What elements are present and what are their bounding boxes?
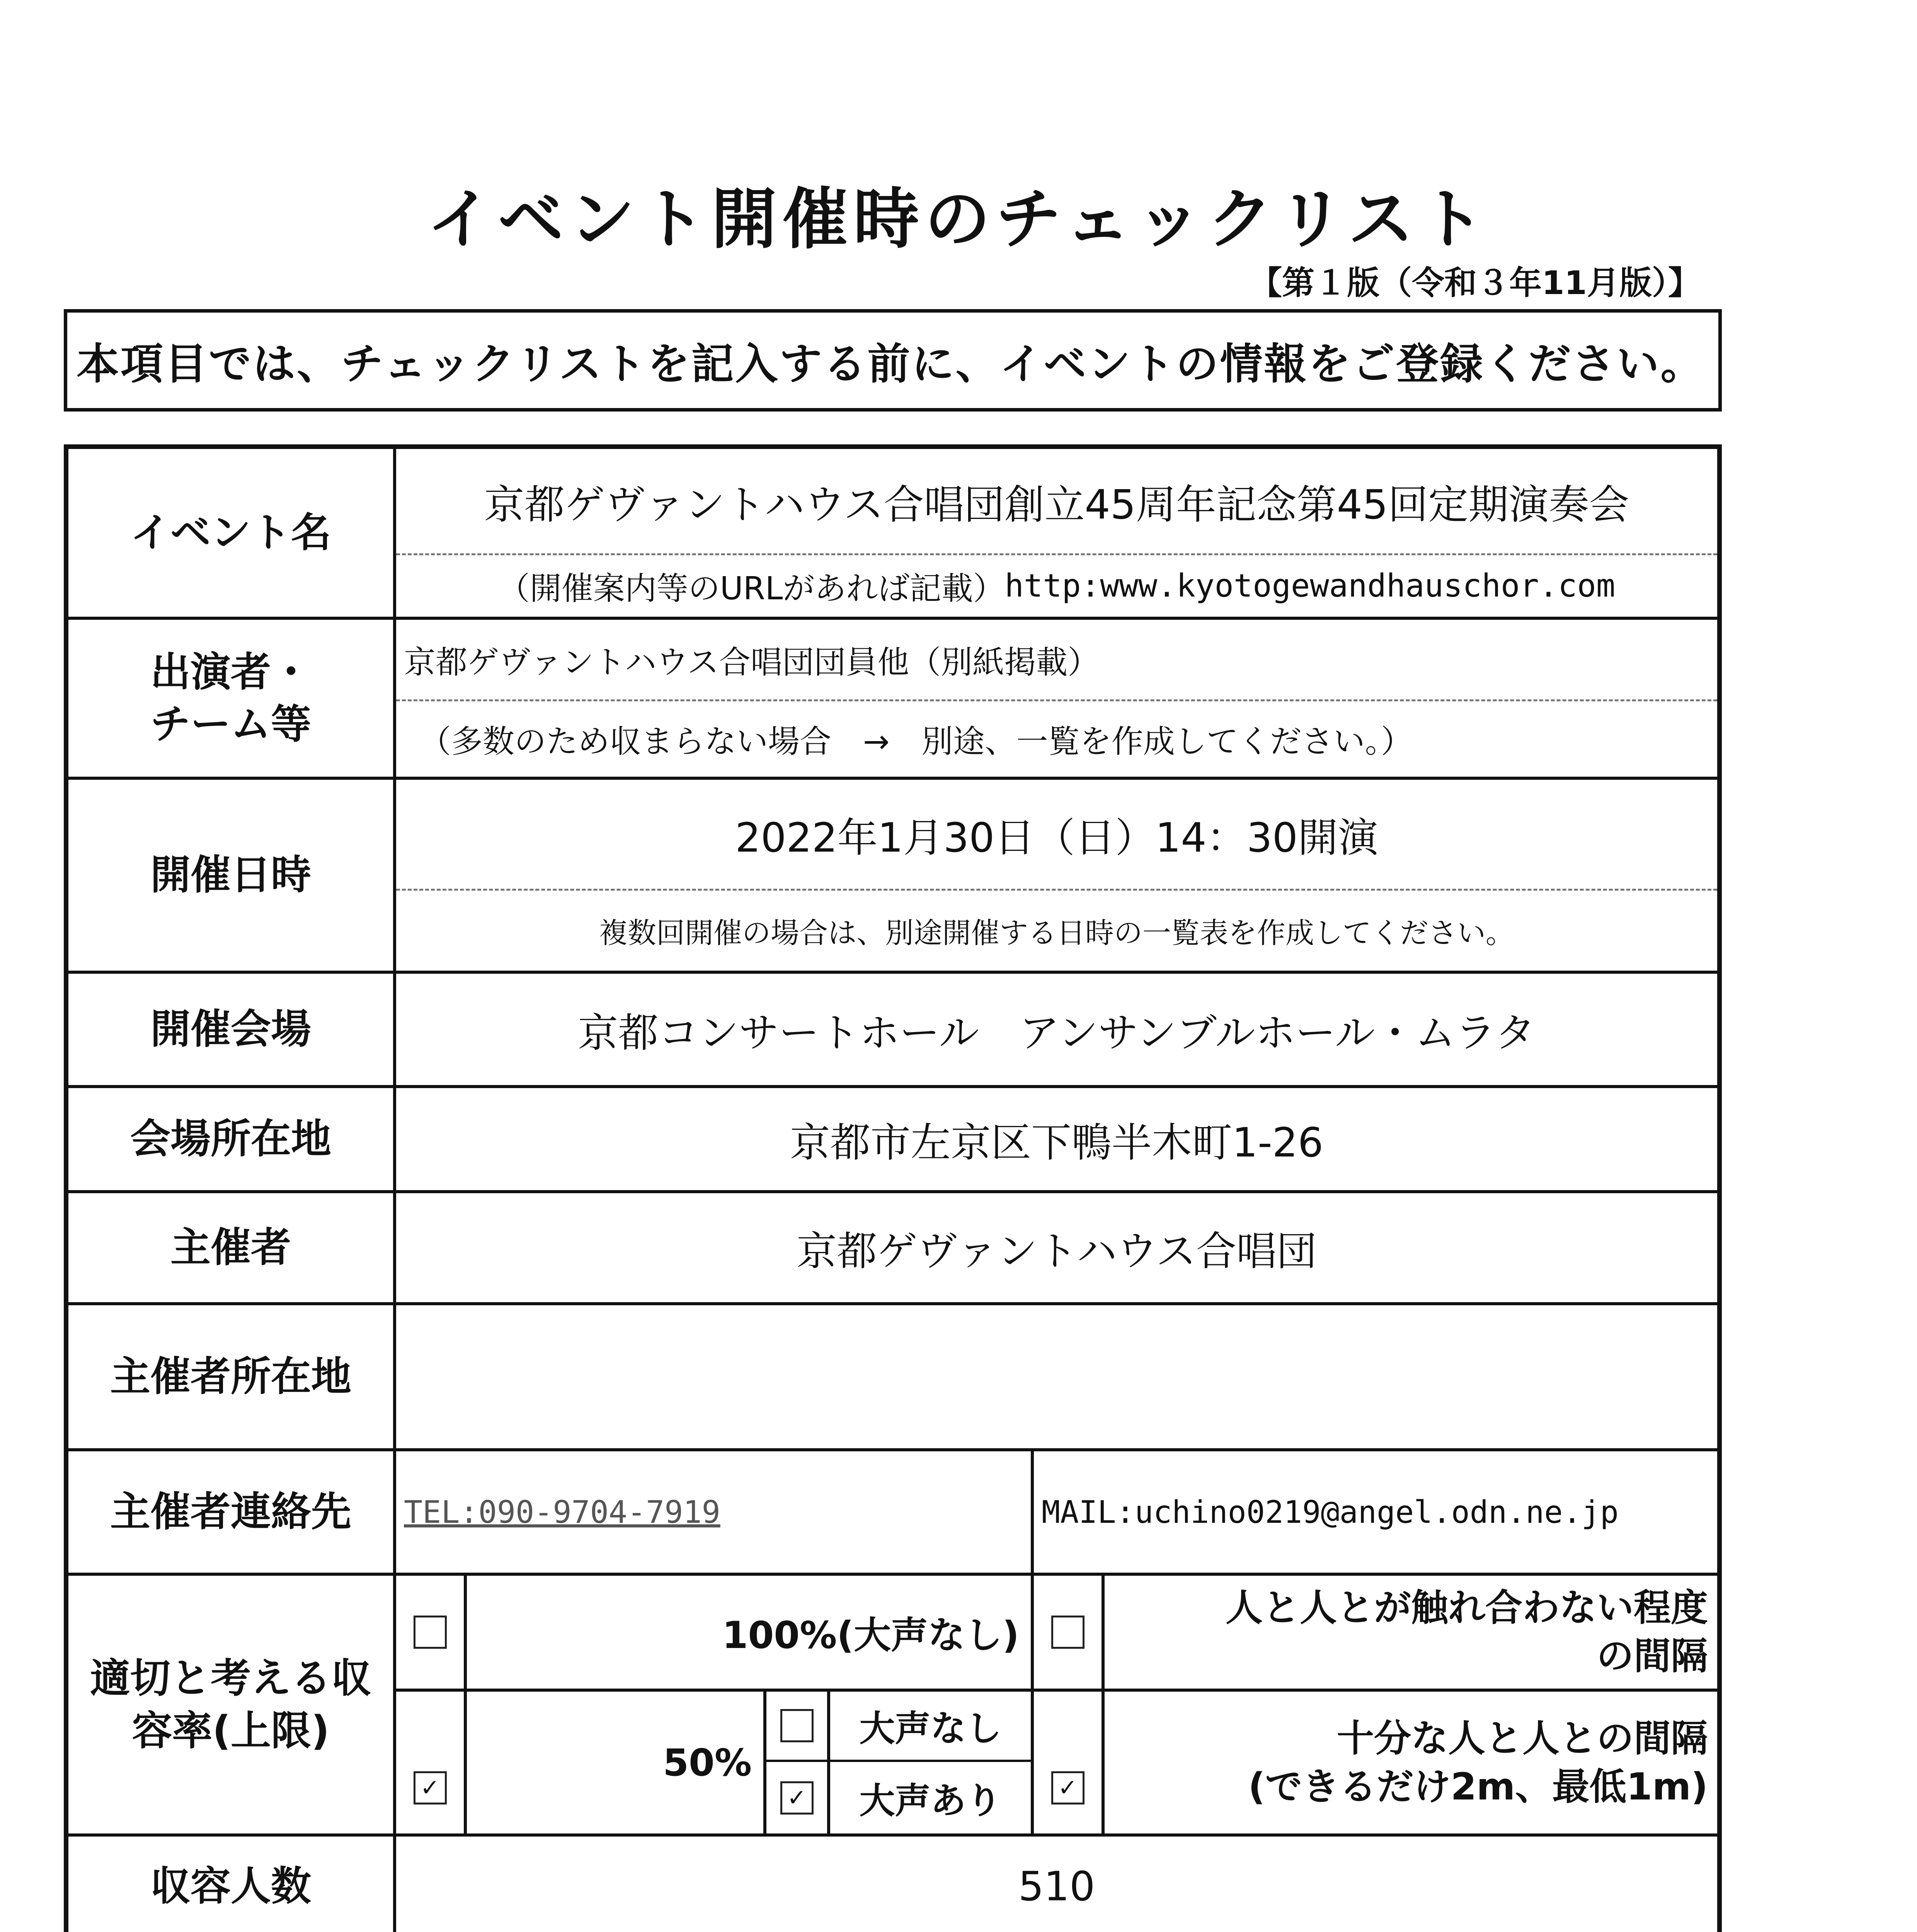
- event-url-note: （開催案内等のURLがあれば記載）: [498, 570, 1005, 607]
- capacity-value[interactable]: 510: [1018, 1862, 1095, 1910]
- edition-label: 【第１版（令和３年11月版）】: [1250, 264, 1701, 302]
- row-divider: [64, 1085, 1722, 1088]
- row-divider: [64, 1302, 1722, 1305]
- performers-label: [68, 620, 393, 777]
- spacing-minimal-line1: 人と人とが触れ合わない程度: [1226, 1586, 1708, 1630]
- registration-notice: 本項目では、チェックリストを記入する前に、イベントの情報をご登録ください。: [64, 309, 1722, 412]
- venue-address-label: 会場所在地: [130, 1115, 331, 1163]
- datetime-note: 複数回開催の場合は、別途開催する日時の一覧表を作成してください。: [599, 916, 1514, 950]
- with-shouting-label: 大声あり: [859, 1780, 1002, 1821]
- no-shouting-label: 大声なし: [859, 1708, 1002, 1749]
- venue-label: 開催会場: [150, 1005, 311, 1053]
- event-url[interactable]: http:www.kyotogewandhauschor.com: [1004, 568, 1616, 604]
- organizer-contact-label: 主催者連絡先: [110, 1488, 351, 1536]
- capacity-rate-label-line2: 容率(上限): [132, 1707, 330, 1754]
- contact-divider: [1031, 1448, 1034, 1573]
- with-shouting-checkbox[interactable]: ✓: [780, 1781, 814, 1815]
- no-shouting-checkbox-cell: [766, 1692, 827, 1760]
- performers-label-line2: チーム等: [150, 701, 311, 748]
- datetime-value[interactable]: 2022年1月30日（日）14：30開演: [735, 814, 1378, 861]
- option-50-checkbox-cell: [396, 1692, 464, 1833]
- with-shouting-checkbox-cell: [766, 1762, 827, 1833]
- organizer-mail[interactable]: MAIL:uchino0219@angel.odn.ne.jp: [1042, 1494, 1619, 1530]
- row-divider: [64, 1833, 1722, 1837]
- organizer-address-label: 主催者所在地: [110, 1353, 351, 1400]
- organizer-value[interactable]: 京都ゲヴァントハウス合唱団: [797, 1228, 1317, 1275]
- option-100-label: 100%(大声なし): [722, 1613, 1019, 1657]
- page-title: イベント開催時のチェックリスト: [427, 181, 1490, 258]
- datetime-label: 開催日時: [150, 851, 311, 899]
- spacing-sufficient-line2: (できるだけ2m、最低1m): [1248, 1765, 1708, 1808]
- organizer-address-value[interactable]: [396, 1305, 1717, 1448]
- row-divider: [64, 777, 1722, 780]
- performers-value[interactable]: 京都ゲヴァントハウス合唱団団員他（別紙掲載）: [404, 644, 1100, 681]
- capacity-grid-line: [464, 1573, 467, 1833]
- no-shouting-checkbox[interactable]: [780, 1709, 814, 1742]
- capacity-grid-line: [396, 1689, 1717, 1692]
- spacing-minimal-checkbox[interactable]: [1051, 1616, 1084, 1649]
- spacing-sufficient-checkbox-cell: [1034, 1692, 1102, 1833]
- spacing-minimal-label: [1105, 1576, 1717, 1689]
- spacing-sufficient-checkbox[interactable]: ✓: [1051, 1771, 1084, 1804]
- row-divider: [64, 1190, 1722, 1193]
- event-name-value[interactable]: 京都ゲヴァントハウス合唱団創立45周年記念第45回定期演奏会: [484, 481, 1629, 528]
- option-100-checkbox[interactable]: [414, 1616, 447, 1649]
- spacing-minimal-checkbox-cell: [1034, 1576, 1102, 1689]
- row-divider: [64, 617, 1722, 620]
- capacity-label: 収容人数: [150, 1862, 311, 1910]
- organizer-label: 主催者: [170, 1224, 291, 1271]
- option-100-checkbox-cell: [396, 1576, 464, 1689]
- capacity-grid-line: [1031, 1573, 1034, 1833]
- venue-value[interactable]: 京都コンサートホール アンサンブルホール・ムラタ: [578, 1009, 1536, 1056]
- organizer-tel[interactable]: TEL:090-9704-7919: [404, 1494, 720, 1530]
- event-name-label: イベント名: [130, 509, 331, 556]
- capacity-rate-label: [68, 1576, 393, 1833]
- option-50-checkbox[interactable]: ✓: [414, 1771, 447, 1804]
- spacing-sufficient-line1: 十分な人と人との間隔: [1337, 1716, 1708, 1760]
- row-divider: [64, 1573, 1722, 1576]
- capacity-rate-label-line1: 適切と考える収: [90, 1655, 371, 1702]
- spacing-sufficient-label: [1105, 1692, 1717, 1833]
- performers-note: （多数のため収まらない場合 → 別途、一覧を作成してください。）: [419, 723, 1413, 760]
- capacity-grid-line: [1102, 1573, 1105, 1833]
- label-column-divider: [393, 444, 396, 1932]
- performers-label-line1: 出演者・: [150, 648, 311, 696]
- venue-address-value[interactable]: 京都市左京区下鴨半木町1-26: [790, 1119, 1324, 1166]
- event-url-row: [396, 555, 1717, 617]
- row-divider: [64, 971, 1722, 974]
- row-divider: [64, 1448, 1722, 1451]
- option-50-label: 50%: [663, 1741, 752, 1784]
- spacing-minimal-line2: の間隔: [1597, 1634, 1708, 1678]
